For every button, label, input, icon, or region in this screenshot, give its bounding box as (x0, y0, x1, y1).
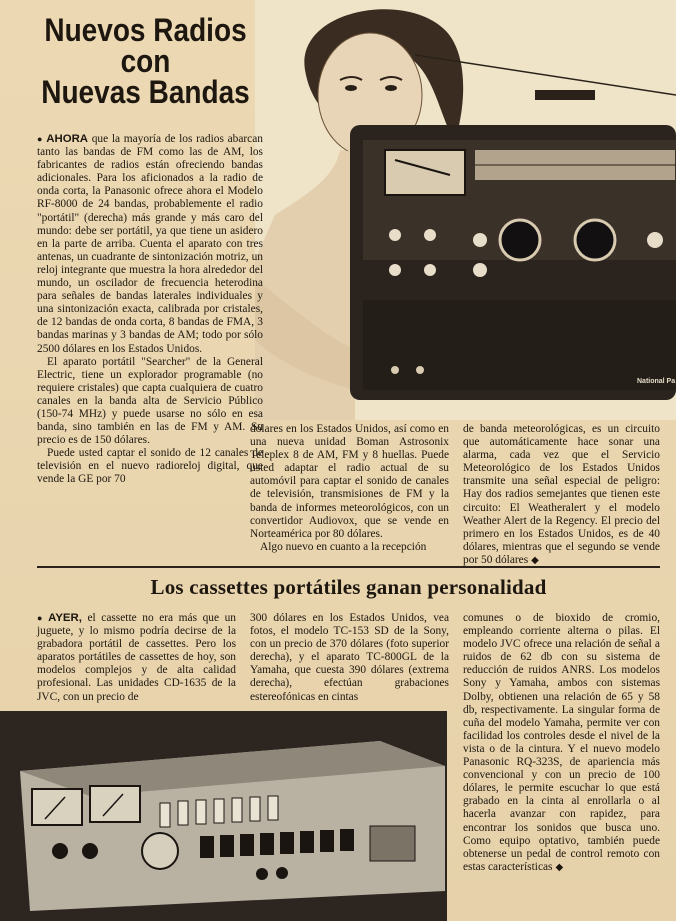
article1-paragraph (463, 423, 660, 567)
article2-paragraph (463, 612, 660, 874)
photo-woman-with-radio (255, 0, 676, 420)
article1-title-line2: con (120, 43, 171, 79)
article1-paragraph: dólares en los Estados Unidos, así como en una nueva unidad Boman Astrosonix Teleplex 8 de AM, FM y 8 huellas. Puede usted adaptar el radio actual de su automóvil para captar el sonido de canales de televisión, transmisiones de FM y la banda de informes meteorológicos, con un convertidor Audiovox, que se vende en Norteamérica por 80 dólares. (250, 423, 449, 540)
article1-column2 (250, 423, 449, 554)
article2-column3 (463, 612, 660, 874)
end-mark-icon: ◆ (531, 554, 539, 566)
article1-lead-word: AHORA (46, 133, 89, 145)
article2-lead-word: AYER, (48, 612, 82, 624)
bullet-icon: ● (37, 134, 44, 144)
article2-paragraph-text: comunes o de bioxido de cromio, empleando corriente alterna o pilas. El modelo JVC ofrece una relación de señal a ruidos de 62 db con su sistema de reducción de ruidos ANRS. Los modelos Sony y Yamaha, ambos con sistemas Dolby, obtienen una relación de 65 y 58 db, respectivamente. La singular forma de cuña del modelo Yamaha, permite ver con facilidad los controles desde el nivel de la vista o de la cintura. Y el nuevo modelo Panasonic RQ-323S, de apariencia más convencional y con un precio de 100 dólares, le permite escuchar lo que está grabado en la cinta al enrollarla o al hacerla avanzar con rapidez, para encontrar los sonidos que busca uno. Como equipo optativo, también puede obtenerse un pedal de control remoto con estas características (463, 612, 660, 873)
article1-title-line3: Nuevas Bandas (41, 74, 250, 110)
article1-paragraph: Puede usted captar el sonido de 12 canales de televisión en el nuevo radioreloj digital, que vende la GE por 70 (37, 447, 263, 486)
article1-paragraph-text: que la mayoría de los radios abarcan tanto las bandas de FM como las de AM, los fabricantes de radios están ofreciendo bandas adicionales. Para los aficionados a la radio de onda corta, la Panasonic ofrece ahora el Modelo RF-8000 de 24 bandas, probablemente el radio "portátil" (derecha) más grande y más caro del mundo: debe ser portátil, ya que tiene un asidero en la parte de arriba. Cuenta el aparato con tres antenas, un cuadrante de sintonización motriz, un reloj integrante que muestra la hora alrededor del mundo, un oscilador de frecuencia heterodina para señales de bandas laterales individuales y una sintonización exacta, calibrada por cristales, de 12 bandas de onda corta, 8 bandas de FMA, 3 bandas marinas y 3 bandas de AM; todo por sólo 2500 dólares en los Estados Unidos. (37, 133, 263, 355)
photo-cassette-deck (0, 711, 447, 921)
cassette-deck-illustration (0, 711, 447, 921)
article2-paragraph: 300 dólares en los Estados Unidos, vea fotos, el modelo TC-153 SD de la Sony, con un precio de 370 dólares (foto superior derecha), y el aparato TC-800GL de la Yamaha, que cuesta 390 dólares (extrema derecha), efectúan grabaciones estereofónicas en cintas (250, 612, 449, 703)
article2-title: Los cassettes portátiles ganan personalidad (150, 575, 547, 599)
article2-paragraph-text: el cassette no era más que un juguete, y lo mismo podría decirse de la grabadora portátil de cassettes. Pero los aparatos portátiles de cassettes de hoy, son modelos complejos y de alta calidad profesional. Las unidades CD-1635 de la JVC, con un precio de (37, 612, 236, 703)
radio-photo-illustration (255, 0, 676, 420)
article2-paragraph-lead (37, 612, 236, 704)
article1-column1 (37, 133, 263, 487)
article1-column3 (463, 423, 660, 567)
end-mark-icon: ◆ (555, 861, 564, 873)
article1-title-line1: Nuevos Radios (44, 12, 247, 48)
article1-paragraph-lead (37, 133, 263, 356)
section-divider (37, 566, 660, 568)
radio-brand-label: National Pa (637, 378, 676, 385)
article2-column1 (37, 612, 236, 704)
article2-column2 (250, 612, 449, 704)
article1-paragraph-text: de banda meteorológicas, es un circuito que automáticamente hace sonar una alarma, cada vez que el Servicio Meteorológico de los Estados Unidos transmite una señal especial de peligro: Hay dos radios semejantes que tienen este circuito: El Weatheralert y el modelo Weather Alert de la Regency. El precio del primero en los Estados Unidos, es de 40 dólares, mientras que el segundo se vende por 50 dólares (463, 423, 660, 566)
article1-paragraph: El aparato portátil "Searcher" de la General Electric, tiene un explorador programable (no requiere cristales) que capta cualquiera de cuatro canales en la banda alta de Servicio Público (150-74 MHz) y puede usarse no sólo en esa banda, sino también en las de FM y AM. Su precio es de 150 dólares. (37, 355, 263, 447)
article1-paragraph: Algo nuevo en cuanto a la recepción (260, 540, 427, 553)
article1-title (38, 12, 253, 110)
bullet-icon: ● (37, 613, 46, 623)
